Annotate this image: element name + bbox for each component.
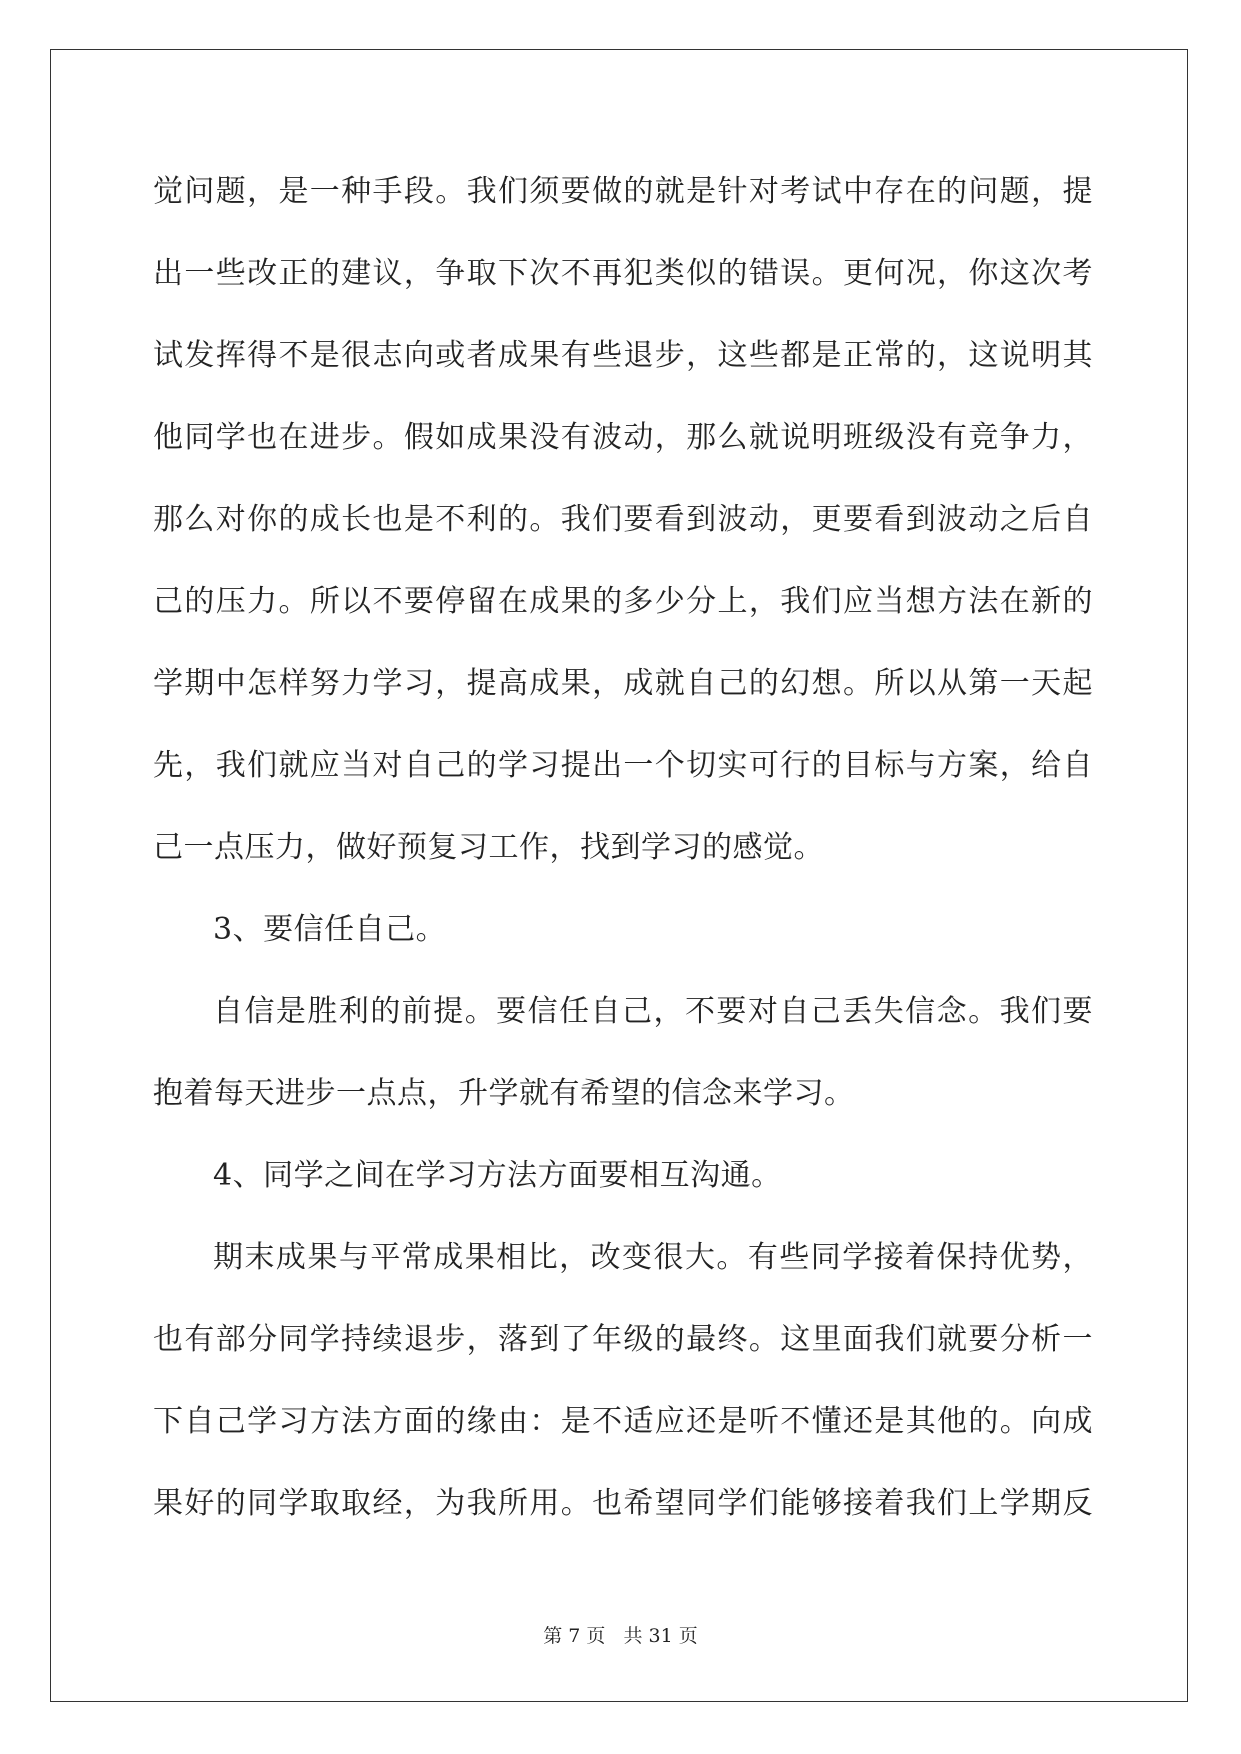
paragraph-line: 也有部分同学持续退步，落到了年级的最终。这里面我们就要分析一 [153,1322,1093,1357]
paragraph-line: 试发挥得不是很志向或者成果有些退步，这些都是正常的，这说明其 [153,338,1093,373]
paragraph-line: 学期中怎样努力学习，提高成果，成就自己的幻想。所以从第一天起 [153,666,1093,701]
document-body [153,166,1093,1560]
paragraph-line: 他同学也在进步。假如成果没有波动，那么就说明班级没有竞争力， [153,420,1093,455]
paragraph-line: 己一点压力，做好预复习工作，找到学习的感觉。 [153,830,824,865]
paragraph-line: 抱着每天进步一点点，升学就有希望的信念来学习。 [153,1076,855,1111]
section-heading: 3、要信任自己。 [213,912,447,947]
paragraph-line: 期末成果与平常成果相比，改变很大。有些同学接着保持优势， [213,1240,1093,1275]
paragraph-line: 下自己学习方法方面的缘由：是不适应还是听不懂还是其他的。向成 [153,1404,1093,1439]
page-number: 第 7 页 [543,1625,606,1647]
paragraph-line: 先，我们就应当对自己的学习提出一个切实可行的目标与方案，给自 [153,748,1093,783]
page-footer [0,1624,1241,1648]
page-total: 共 31 页 [623,1625,698,1647]
paragraph-line: 出一些改正的建议，争取下次不再犯类似的错误。更何况，你这次考 [153,256,1093,291]
paragraph-line: 自信是胜利的前提。要信任自己，不要对自己丢失信念。我们要 [213,994,1093,1029]
section-heading: 4、同学之间在学习方法方面要相互沟通。 [213,1158,782,1193]
paragraph-line: 觉问题，是一种手段。我们须要做的就是针对考试中存在的问题，提 [153,174,1093,209]
paragraph-line: 那么对你的成长也是不利的。我们要看到波动，更要看到波动之后自 [153,502,1093,537]
paragraph-line: 己的压力。所以不要停留在成果的多少分上，我们应当想方法在新的 [153,584,1093,619]
paragraph-line: 果好的同学取取经，为我所用。也希望同学们能够接着我们上学期反 [153,1486,1093,1521]
